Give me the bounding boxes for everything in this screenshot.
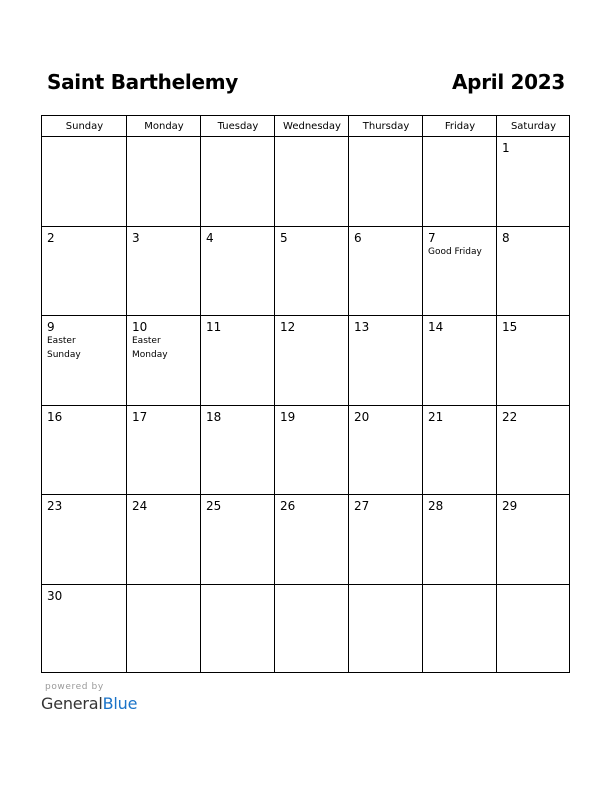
day-number: 7 — [428, 230, 436, 245]
weekday-header-thursday: Thursday — [362, 121, 410, 132]
day-number: 11 — [206, 320, 222, 334]
day-number: 30 — [47, 588, 63, 603]
day-cell[interactable] — [423, 227, 497, 316]
day-number: 19 — [280, 409, 296, 424]
day-cell[interactable] — [127, 227, 201, 316]
day-cell[interactable] — [275, 137, 349, 226]
week-row — [42, 585, 569, 675]
day-cell[interactable] — [127, 406, 201, 495]
powered-by-label: powered by — [45, 682, 104, 692]
day-cell[interactable] — [275, 495, 349, 584]
day-number: 4 — [206, 230, 214, 245]
day-cell[interactable] — [423, 137, 497, 226]
holiday-label: Good Friday — [428, 246, 482, 257]
country-title: Saint Barthelemy — [47, 70, 238, 94]
week-row — [42, 137, 569, 227]
day-cell[interactable] — [497, 406, 570, 495]
day-cell[interactable] — [275, 227, 349, 316]
day-number: 18 — [206, 409, 222, 424]
day-number: 8 — [502, 230, 510, 245]
day-cell[interactable] — [42, 137, 127, 226]
column-divider — [200, 116, 201, 672]
day-cell[interactable] — [423, 406, 497, 495]
weekday-header-tuesday: Tuesday — [217, 121, 259, 132]
month-title: April 2023 — [452, 70, 565, 94]
day-number: 14 — [428, 320, 444, 334]
weekday-header-row — [42, 116, 569, 137]
brand-logo[interactable] — [41, 694, 137, 713]
day-cell[interactable] — [497, 495, 570, 584]
day-cell[interactable] — [349, 406, 423, 495]
day-number: 1 — [502, 141, 510, 155]
day-number: 27 — [354, 499, 370, 513]
day-cell[interactable] — [42, 495, 127, 584]
day-number: 17 — [132, 409, 148, 424]
week-row — [42, 316, 569, 406]
column-divider — [126, 116, 127, 672]
day-cell[interactable] — [349, 137, 423, 226]
day-cell[interactable] — [497, 585, 570, 675]
week-row — [42, 406, 569, 496]
day-cell[interactable] — [127, 585, 201, 675]
column-divider — [496, 116, 497, 672]
day-cell[interactable] — [349, 585, 423, 675]
day-cell[interactable] — [423, 495, 497, 584]
brand-blue-text: Blue — [102, 694, 138, 713]
day-cell[interactable] — [423, 585, 497, 675]
day-cell[interactable] — [201, 585, 275, 675]
day-cell[interactable] — [127, 495, 201, 584]
day-cell[interactable] — [42, 227, 127, 316]
day-number: 10 — [132, 320, 148, 334]
day-cell[interactable] — [201, 137, 275, 226]
day-number: 29 — [502, 499, 518, 513]
calendar-grid — [41, 115, 570, 673]
weekday-header-saturday: Saturday — [510, 121, 557, 132]
day-number: 16 — [47, 409, 63, 424]
day-cell[interactable] — [497, 137, 570, 226]
day-number: 12 — [280, 320, 296, 334]
day-cell[interactable] — [275, 585, 349, 675]
day-number: 9 — [47, 320, 55, 334]
day-cell[interactable] — [275, 316, 349, 405]
column-divider — [274, 116, 275, 672]
day-cell[interactable] — [42, 406, 127, 495]
day-cell[interactable] — [201, 316, 275, 405]
day-cell[interactable] — [42, 585, 127, 675]
day-number: 13 — [354, 320, 370, 334]
day-cell[interactable] — [349, 227, 423, 316]
day-cell[interactable] — [497, 316, 570, 405]
day-cell[interactable] — [497, 227, 570, 316]
day-cell[interactable] — [127, 316, 201, 405]
day-number: 24 — [132, 499, 148, 513]
day-number: 15 — [502, 320, 518, 334]
weekday-header-monday: Monday — [144, 121, 184, 132]
day-cell[interactable] — [201, 227, 275, 316]
day-cell[interactable] — [201, 495, 275, 584]
day-number: 3 — [132, 230, 140, 245]
day-number: 25 — [206, 499, 222, 513]
day-number: 6 — [354, 230, 362, 245]
day-cell[interactable] — [349, 495, 423, 584]
day-number: 22 — [502, 409, 518, 424]
day-number: 2 — [47, 230, 55, 245]
day-cell[interactable] — [423, 316, 497, 405]
weekday-header-sunday: Sunday — [65, 121, 104, 132]
column-divider — [422, 116, 423, 672]
day-cell[interactable] — [349, 316, 423, 405]
day-number: 28 — [428, 499, 444, 513]
day-cell[interactable] — [42, 316, 127, 405]
column-divider — [348, 116, 349, 672]
day-number: 23 — [47, 499, 63, 513]
weekday-header-friday: Friday — [444, 121, 476, 132]
holiday-label: Easter Sunday — [47, 336, 81, 360]
day-cell[interactable] — [201, 406, 275, 495]
week-row — [42, 227, 569, 317]
day-number: 21 — [428, 409, 444, 424]
brand-general-text: General — [41, 694, 103, 713]
weekday-header-wednesday: Wednesday — [283, 121, 341, 132]
day-cell[interactable] — [127, 137, 201, 226]
day-number: 20 — [354, 409, 370, 424]
holiday-label: Easter Monday — [132, 336, 168, 360]
day-cell[interactable] — [275, 406, 349, 495]
day-number: 26 — [280, 499, 296, 513]
day-number: 5 — [280, 230, 288, 245]
week-row — [42, 495, 569, 585]
